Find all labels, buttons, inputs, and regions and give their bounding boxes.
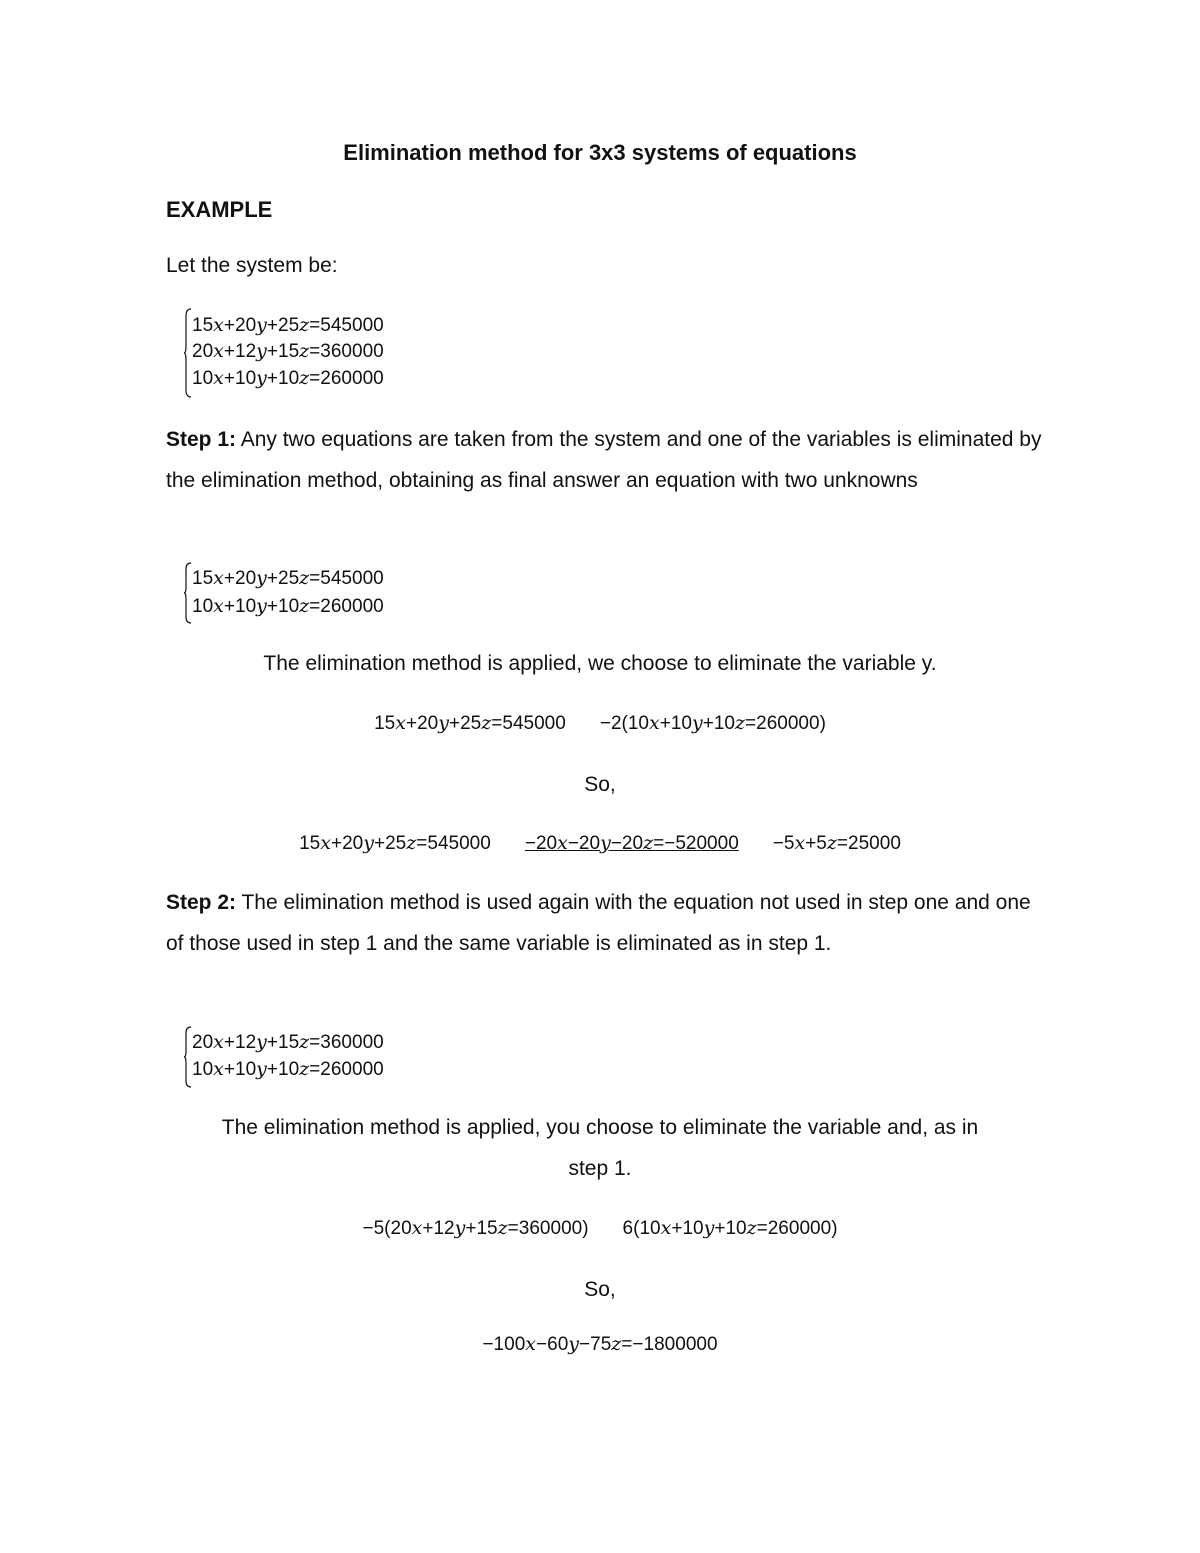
example-heading: EXAMPLE: [166, 197, 273, 222]
step2-operation: [0, 1217, 1200, 1240]
equation-line: 10x+10y+10z=260000: [192, 595, 384, 617]
brace-icon: [184, 308, 192, 398]
step1-paragraph: [166, 420, 1046, 501]
intro-text: Let the system be:: [166, 254, 338, 277]
step2-so-text: So,: [584, 1278, 616, 1301]
step1-operation: [0, 712, 1200, 735]
step1-so-text: So,: [584, 773, 616, 796]
step1-text: Any two equations are taken from the system and one of the variables is eliminated by the elimination method, obtaining as final answer an equation with two unknowns: [166, 428, 1042, 492]
step2-label: Step 2:: [166, 891, 237, 914]
brace-icon: [184, 562, 192, 624]
equation-line: 20x+12y+15z=360000: [192, 340, 384, 362]
document-title: Elimination method for 3x3 systems of equations: [343, 140, 857, 165]
step2-applied-text-line2: step 1.: [568, 1157, 632, 1180]
equation-line: 20x+12y+15z=360000: [192, 1031, 384, 1053]
brace-icon: [184, 1026, 192, 1088]
equation-line: 10x+10y+10z=260000: [192, 1058, 384, 1080]
equation: −5(20x+12y+15z=360000): [362, 1217, 589, 1239]
step1-applied-text: The elimination method is applied, we choose to eliminate the variable y.: [263, 652, 937, 675]
step2-result: [0, 1333, 1200, 1356]
step2-text: The elimination method is used again with the equation not used in step one and one of those used in step 1 and the same variable is eliminated as in step 1.: [166, 891, 1031, 955]
step1-result: [0, 832, 1200, 855]
equation: −2(10x+10y+10z=260000): [599, 712, 826, 734]
step2-paragraph: [166, 883, 1046, 964]
step2-applied-text-line1: The elimination method is applied, you choose to eliminate the variable and, as in: [221, 1116, 979, 1139]
equation: −5x+5z=25000: [772, 832, 901, 854]
step1-label: Step 1:: [166, 428, 237, 451]
equation: 15x+20y+25z=545000: [299, 832, 491, 854]
equation-underlined: −20x−20y−20z=−520000: [524, 832, 739, 854]
equation-line: 15x+20y+25z=545000: [192, 567, 384, 589]
equation: −100x−60y−75z=−1800000: [482, 1333, 718, 1355]
equation-line: 10x+10y+10z=260000: [192, 367, 384, 389]
equation: 15x+20y+25z=545000: [374, 712, 566, 734]
equation: 6(10x+10y+10z=260000): [622, 1217, 838, 1239]
equation-line: 15x+20y+25z=545000: [192, 314, 384, 336]
